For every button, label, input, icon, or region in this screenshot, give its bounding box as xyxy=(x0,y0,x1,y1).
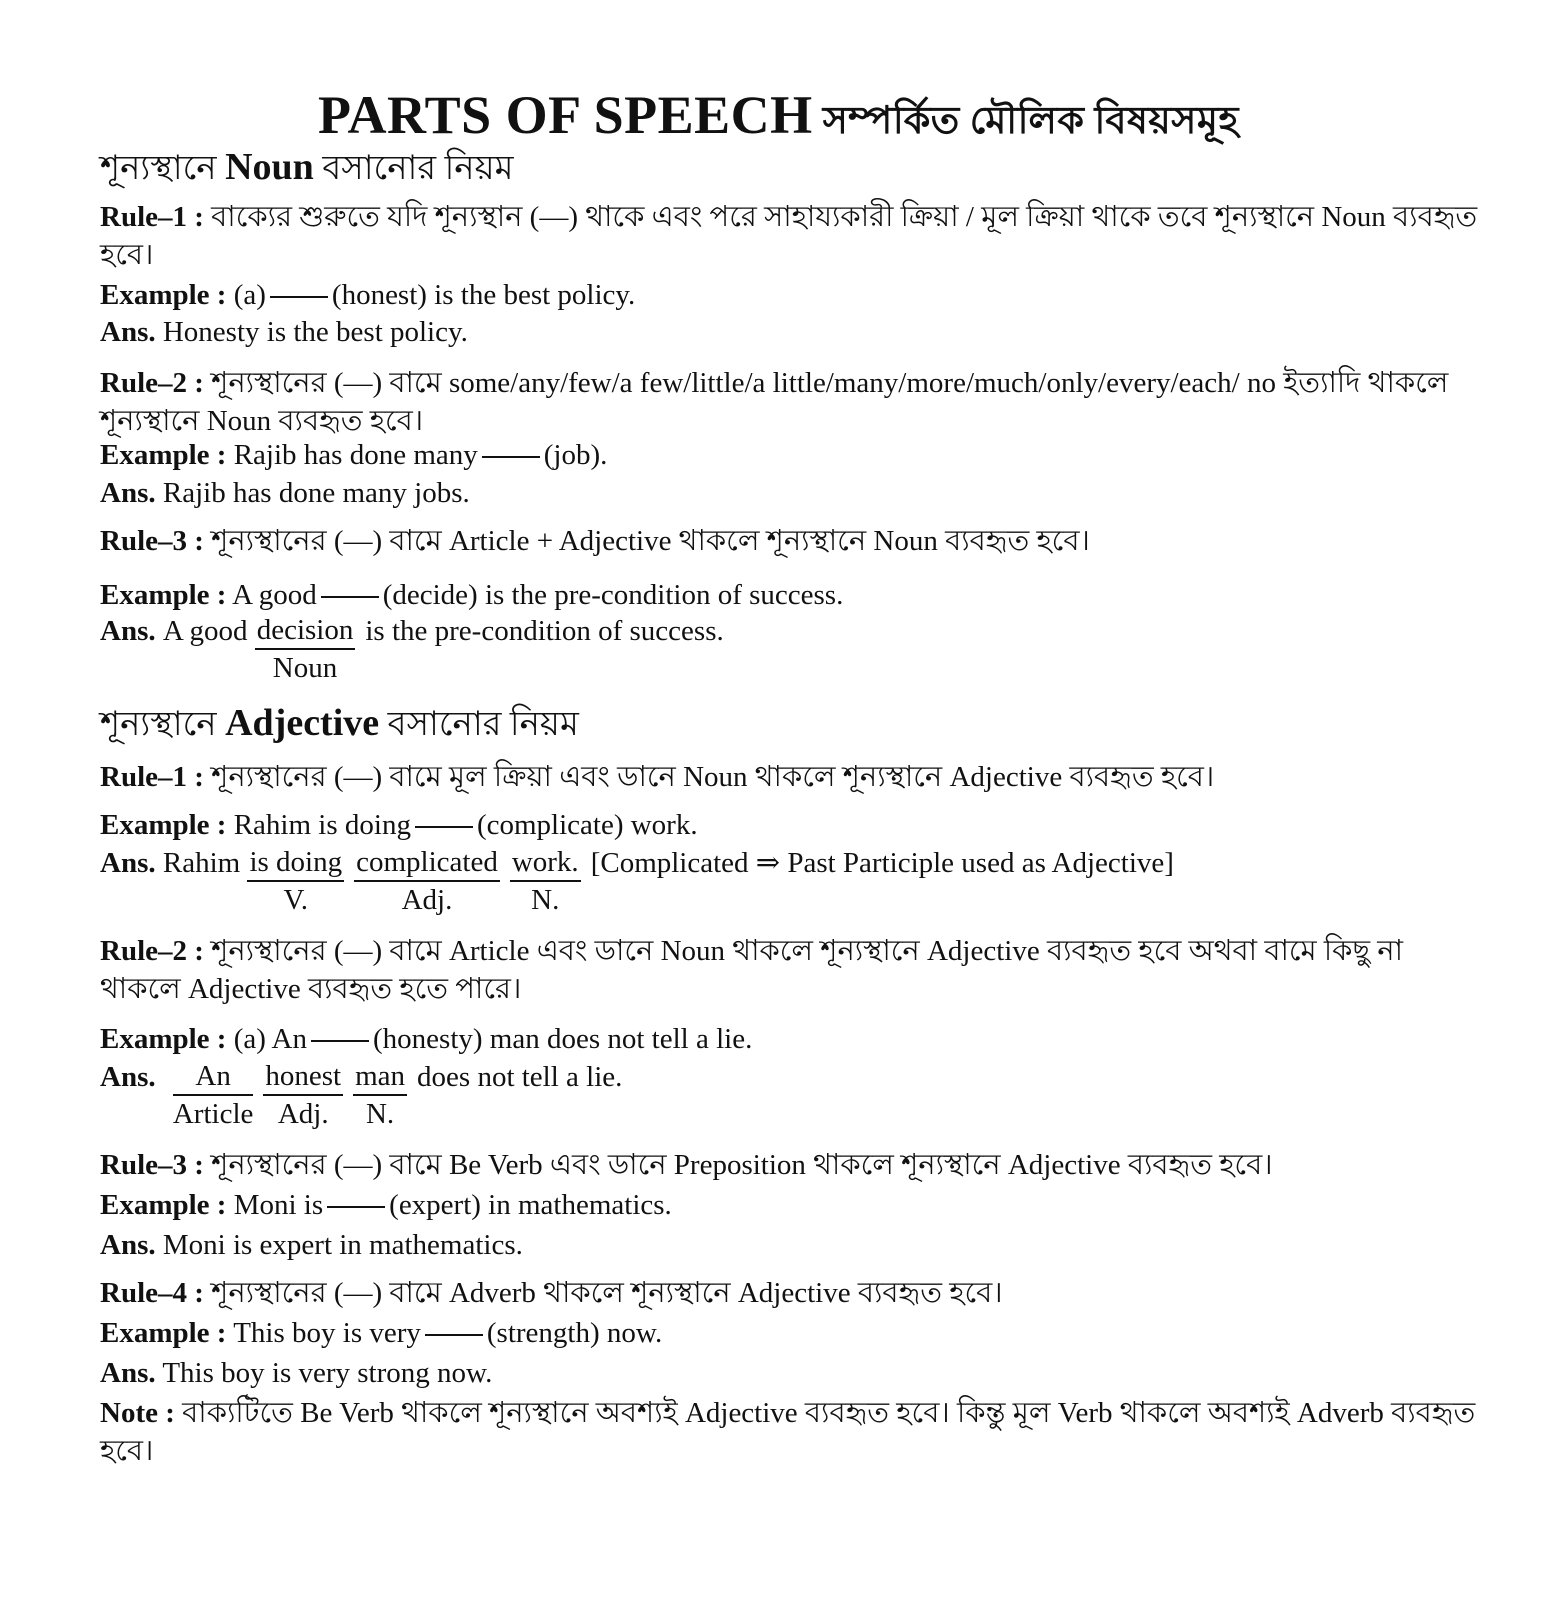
noun-example-2 xyxy=(100,436,1480,474)
example-text-after: (honesty) man does not tell a lie. xyxy=(373,1023,753,1055)
part-of-speech-tag: N. xyxy=(365,1098,395,1130)
noun-answer-2 xyxy=(100,474,1480,512)
blank-line xyxy=(482,456,540,458)
adjective-example-1 xyxy=(100,806,1480,844)
annotated-word-text: honest xyxy=(263,1058,343,1096)
answer-text: Rajib has done many jobs. xyxy=(162,477,470,509)
rule-text: শূন্যস্থানের (—) বামে Adverb থাকলে শূন্যস্থানে Adjective ব্যবহৃত হবে। xyxy=(211,1277,1003,1309)
answer-label: Ans. xyxy=(100,1061,156,1093)
adjective-example-3 xyxy=(100,1186,1480,1224)
answer-label: Ans. xyxy=(100,477,156,509)
part-of-speech-tag: V. xyxy=(283,884,309,916)
blank-line xyxy=(321,596,379,598)
example-text-after: (strength) now. xyxy=(486,1317,663,1349)
example-text-after: (expert) in mathematics. xyxy=(389,1189,672,1221)
part-of-speech-tag: Noun xyxy=(272,652,338,684)
annotated-word-text: work. xyxy=(510,844,581,882)
noun-answer-1 xyxy=(100,313,1480,351)
adjective-section-heading xyxy=(100,698,579,755)
example-label: Example : xyxy=(100,579,227,611)
rule-text: শূন্যস্থানের (—) বামে Article + Adjective থাকলে শূন্যস্থানে Noun ব্যবহৃত হবে। xyxy=(211,525,1090,557)
adjective-rule-4 xyxy=(100,1274,1480,1312)
noun-rule-1 xyxy=(100,198,1480,274)
blank-line xyxy=(415,826,473,828)
annotated-word xyxy=(354,844,500,918)
annotated-word xyxy=(510,844,581,918)
adjective-example-4 xyxy=(100,1314,1480,1352)
example-label: Example : xyxy=(100,1189,227,1221)
noun-section-heading xyxy=(100,142,514,199)
annotated-word-text: complicated xyxy=(354,844,500,882)
example-text-before: (a) An xyxy=(233,1023,307,1055)
example-label: Example : xyxy=(100,1023,227,1055)
rule-label: Rule–2 : xyxy=(100,367,204,399)
example-text-before: (a) xyxy=(233,279,266,311)
rule-label: Rule–2 : xyxy=(100,935,204,967)
example-label: Example : xyxy=(100,279,227,311)
answer-text: Honesty is the best policy. xyxy=(162,316,468,348)
title-bangla: সম্পর্কিত মৌলিক বিষয়সমূহ xyxy=(822,100,1239,142)
adjective-example-2 xyxy=(100,1020,1480,1058)
adjective-rule-1 xyxy=(100,758,1480,796)
blank-line xyxy=(311,1040,369,1042)
adjective-answer-4 xyxy=(100,1354,1480,1392)
annotated-word xyxy=(247,844,344,918)
annotated-word xyxy=(353,1058,407,1132)
rule-text: বাক্যের শুরুতে যদি শূন্যস্থান (—) থাকে এবং পরে সাহায্যকারী ক্রিয়া / মূল ক্রিয়া থাকে তবে শূন্যস্থানে Noun ব্যবহৃত হবে। xyxy=(100,201,1478,271)
annotated-word xyxy=(255,612,356,686)
noun-example-3 xyxy=(100,576,1480,614)
answer-text: This boy is very strong now. xyxy=(162,1357,493,1389)
part-of-speech-tag: Article xyxy=(172,1098,254,1130)
answer-label: Ans. xyxy=(100,1229,156,1261)
adjective-rule-2 xyxy=(100,932,1480,1008)
rule-text: শূন্যস্থানের (—) বামে Be Verb এবং ডানে Preposition থাকলে শূন্যস্থানে Adjective ব্যবহৃত হবে। xyxy=(211,1149,1273,1181)
answer-label: Ans. xyxy=(100,847,156,879)
heading-suffix: বসানোর নিয়ম xyxy=(322,150,514,187)
adjective-rule-3 xyxy=(100,1146,1480,1184)
annotated-word xyxy=(173,1058,254,1132)
annotated-word-text: man xyxy=(353,1058,407,1096)
annotated-word-text: decision xyxy=(255,612,356,650)
note-text: বাক্যটিতে Be Verb থাকলে শূন্যস্থানে অবশ্যই Adjective ব্যবহৃত হবে। কিন্তু মূল Verb থাকলে অবশ্যই Adverb ব্যবহৃত হবে। xyxy=(100,1397,1476,1467)
example-text-before: This boy is very xyxy=(233,1317,421,1349)
rule-label: Rule–3 : xyxy=(100,525,204,557)
answer-text-before: Rahim xyxy=(162,847,241,879)
part-of-speech-tag: Adj. xyxy=(277,1098,329,1130)
rule-text: শূন্যস্থানের (—) বামে some/any/few/a few/little/a little/many/more/much/only/every/each/ no ইত্যাদি থাকলে শূন্যস্থানে Noun ব্যবহৃত হবে। xyxy=(100,367,1449,437)
heading-suffix: বসানোর নিয়ম xyxy=(387,706,579,743)
example-text-after: (decide) is the pre-condition of success. xyxy=(382,579,844,611)
heading-prefix: শূন্যস্থানে xyxy=(100,706,217,743)
adjective-note xyxy=(100,1394,1480,1470)
part-of-speech-tag: N. xyxy=(531,884,560,916)
rule-text: শূন্যস্থানের (—) বামে মূল ক্রিয়া এবং ডানে Noun থাকলে শূন্যস্থানে Adjective ব্যবহৃত হবে। xyxy=(211,761,1215,793)
heading-keyword: Noun xyxy=(225,146,314,188)
example-text-before: Moni is xyxy=(233,1189,324,1221)
noun-example-1 xyxy=(100,276,1480,314)
example-text-before: Rajib has done many xyxy=(233,439,478,471)
annotated-word-text: is doing xyxy=(247,844,344,882)
rule-label: Rule–1 : xyxy=(100,761,204,793)
answer-label: Ans. xyxy=(100,1357,156,1389)
adjective-answer-2 xyxy=(100,1058,1480,1132)
answer-text-after: is the pre-condition of success. xyxy=(365,615,724,647)
blank-line xyxy=(425,1334,483,1336)
adjective-answer-3 xyxy=(100,1226,1480,1264)
noun-rule-3 xyxy=(100,522,1480,560)
heading-prefix: শূন্যস্থানে xyxy=(100,150,217,187)
example-label: Example : xyxy=(100,1317,227,1349)
rule-label: Rule–3 : xyxy=(100,1149,204,1181)
answer-text-before: A good xyxy=(162,615,248,647)
rule-text: শূন্যস্থানের (—) বামে Article এবং ডানে Noun থাকলে শূন্যস্থানে Adjective ব্যবহৃত হবে অথবা বামে কিছু না থাকলে Adjective ব্যবহৃত হতে পারে। xyxy=(100,935,1404,1005)
annotated-word-text: An xyxy=(173,1058,254,1096)
example-text-after: (job). xyxy=(543,439,608,471)
blank-line xyxy=(270,296,328,298)
noun-rule-2 xyxy=(100,364,1480,440)
answer-note: [Complicated ⇒ Past Participle used as Adjective] xyxy=(590,847,1174,879)
example-label: Example : xyxy=(100,439,227,471)
blank-line xyxy=(327,1206,385,1208)
rule-label: Rule–4 : xyxy=(100,1277,204,1309)
adjective-answer-1 xyxy=(100,844,1480,918)
example-text-before: Rahim is doing xyxy=(233,809,411,841)
noun-answer-3 xyxy=(100,612,1480,686)
note-label: Note : xyxy=(100,1397,175,1429)
part-of-speech-tag: Adj. xyxy=(401,884,453,916)
title-english: PARTS OF SPEECH xyxy=(318,85,813,145)
heading-keyword: Adjective xyxy=(225,702,380,744)
answer-label: Ans. xyxy=(100,316,156,348)
rule-label: Rule–1 : xyxy=(100,201,204,233)
annotated-word xyxy=(263,1058,343,1132)
example-text-before: A good xyxy=(232,579,317,611)
example-label: Example : xyxy=(100,809,227,841)
example-text-after: (honest) is the best policy. xyxy=(331,279,636,311)
answer-text-after: does not tell a lie. xyxy=(417,1061,623,1093)
answer-text: Moni is expert in mathematics. xyxy=(162,1229,523,1261)
answer-label: Ans. xyxy=(100,615,156,647)
example-text-after: (complicate) work. xyxy=(476,809,698,841)
